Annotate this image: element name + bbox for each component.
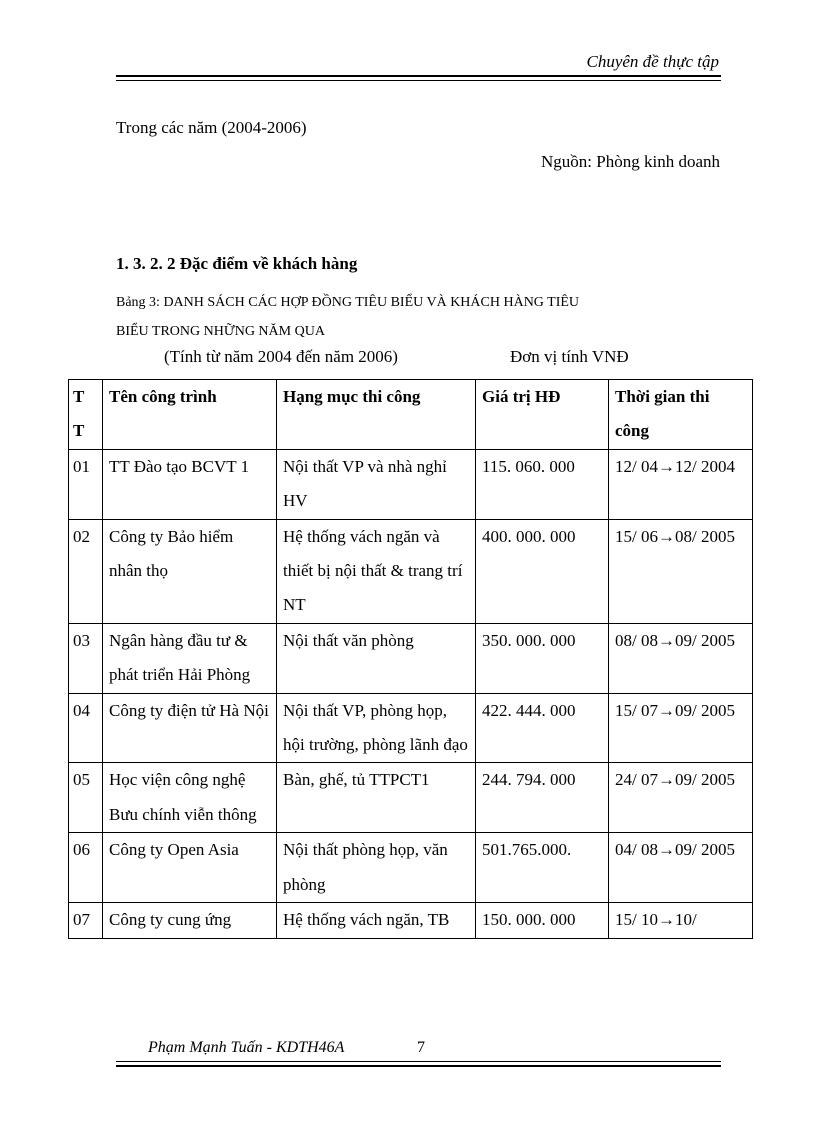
cell-name: Công ty Open Asia: [103, 833, 277, 903]
cell-time: 15/ 10→10/: [609, 903, 753, 938]
cell-scope: Nội thất phòng họp, văn phòng: [277, 833, 476, 903]
cell-scope: Hệ thống vách ngăn và thiết bị nội thất & trang trí NT: [277, 519, 476, 623]
cell-scope: Nội thất VP, phòng họp, hội trường, phòng lãnh đạo: [277, 693, 476, 763]
source-text: Nguồn: Phòng kinh doanh: [541, 152, 720, 171]
header-scope: Hạng mục thi công: [277, 380, 476, 450]
table-row: [69, 903, 753, 938]
header-name: Tên công trình: [103, 380, 277, 450]
footer-divider: [116, 1065, 721, 1067]
cell-value: 115. 060. 000: [476, 449, 609, 519]
table-row: [69, 763, 753, 833]
cell-time: 12/ 04→12/ 2004: [609, 449, 753, 519]
cell-tt: 01: [69, 449, 103, 519]
cell-value: 422. 444. 000: [476, 693, 609, 763]
page-number: 7: [417, 1039, 425, 1056]
cell-time: 24/ 07→09/ 2005: [609, 763, 753, 833]
cell-name: TT Đào tạo BCVT 1: [103, 449, 277, 519]
cell-value: 501.765.000.: [476, 833, 609, 903]
header-tt: T T: [69, 380, 103, 450]
table-row: [69, 449, 753, 519]
header-divider-thin: [116, 80, 721, 81]
cell-value: 400. 000. 000: [476, 519, 609, 623]
cell-scope: Nội thất văn phòng: [277, 623, 476, 693]
table-title: [116, 288, 676, 346]
table-header-row: [69, 380, 753, 450]
unit-text: Đơn vị tính VNĐ: [510, 347, 629, 366]
cell-scope: Nội thất VP và nhà nghỉ HV: [277, 449, 476, 519]
table-row: [69, 519, 753, 623]
cell-time: 08/ 08→09/ 2005: [609, 623, 753, 693]
cell-name: Học viện công nghệ Bưu chính viễn thông: [103, 763, 277, 833]
table-row: [69, 623, 753, 693]
header-divider: [116, 75, 721, 77]
cell-tt: 04: [69, 693, 103, 763]
cell-tt: 02: [69, 519, 103, 623]
footer-divider-thin: [116, 1061, 721, 1062]
cell-time: 15/ 07→09/ 2005: [609, 693, 753, 763]
cell-scope: Bàn, ghế, tủ TTPCT1: [277, 763, 476, 833]
footer-author: Phạm Mạnh Tuấn - KDTH46A: [148, 1039, 345, 1056]
table-row: [69, 693, 753, 763]
cell-tt: 07: [69, 903, 103, 938]
cell-value: 150. 000. 000: [476, 903, 609, 938]
cell-tt: 06: [69, 833, 103, 903]
header-time: Thời gian thi công: [609, 380, 753, 450]
period-text: (Tính từ năm 2004 đến năm 2006): [164, 347, 398, 366]
cell-tt: 03: [69, 623, 103, 693]
cell-name: Công ty điện tử Hà Nội: [103, 693, 277, 763]
contracts-table: [68, 379, 753, 939]
table-title-line-1: Bảng 3: DANH SÁCH CÁC HỢP ĐỒNG TIÊU BIỂU VÀ KHÁCH HÀNG TIÊU: [116, 295, 580, 310]
section-heading: 1. 3. 2. 2 Đặc điểm về khách hàng: [116, 254, 358, 273]
cell-name: Công ty cung ứng: [103, 903, 277, 938]
table-row: [69, 833, 753, 903]
cell-time: 15/ 06→08/ 2005: [609, 519, 753, 623]
cell-tt: 05: [69, 763, 103, 833]
cell-scope: Hệ thống vách ngăn, TB: [277, 903, 476, 938]
page-header-title: Chuyên đề thực tập: [586, 52, 719, 71]
cell-name: Ngân hàng đầu tư & phát triển Hải Phòng: [103, 623, 277, 693]
cell-name: Công ty Bảo hiểm nhân thọ: [103, 519, 277, 623]
cell-value: 244. 794. 000: [476, 763, 609, 833]
table-title-line-2: BIỂU TRONG NHỮNG NĂM QUA: [116, 324, 325, 339]
header-value: Giá trị HĐ: [476, 380, 609, 450]
cell-time: 04/ 08→09/ 2005: [609, 833, 753, 903]
cell-value: 350. 000. 000: [476, 623, 609, 693]
intro-text: Trong các năm (2004-2006): [116, 118, 307, 137]
